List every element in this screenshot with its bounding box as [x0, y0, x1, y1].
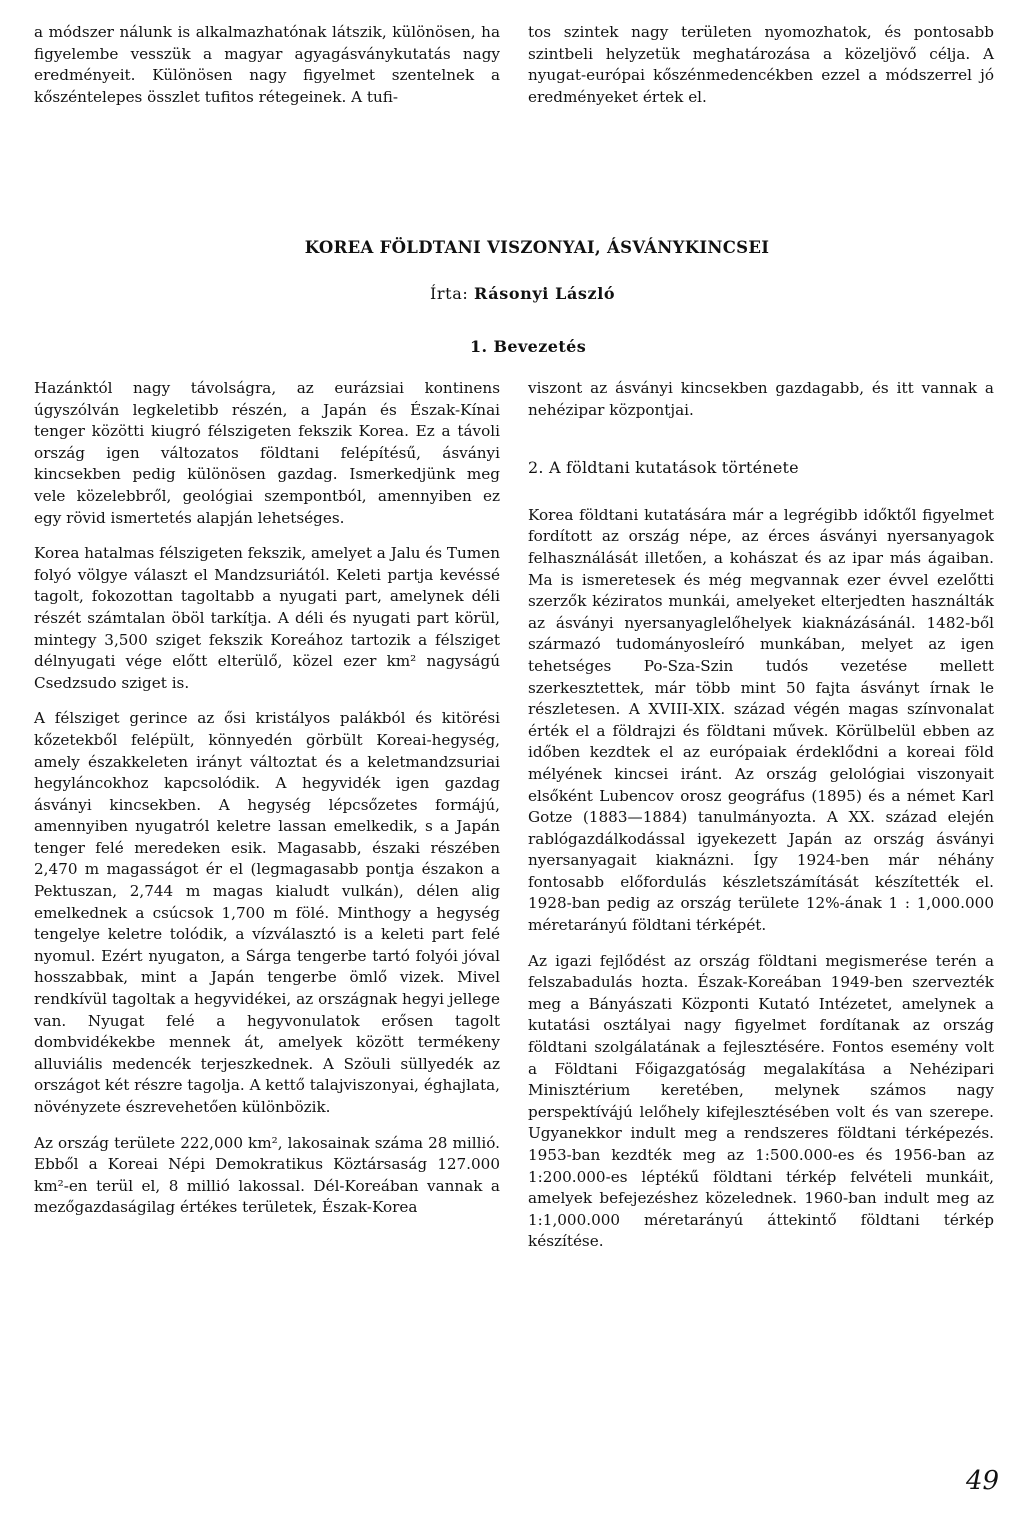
- left-column: [34, 378, 500, 1219]
- top-right-paragraph: tos szintek nagy területen nyomozhatok, és pontosabb szintbeli helyzetük meghatározása a közeljövő célja. A nyugat-európai kőszénmedencékben ezzel a módszerrel jó eredményeket értek el.: [528, 23, 994, 106]
- article-title: KOREA FÖLDTANI VISZONYAI, ÁSVÁNYKINCSEI: [304, 238, 770, 257]
- paragraph: viszont az ásványi kincsekben gazdagabb, és itt vannak a nehézipar központjai.: [528, 379, 994, 419]
- right-column: [528, 378, 994, 1253]
- byline: [430, 284, 615, 303]
- top-left-column: [34, 22, 500, 108]
- top-left-paragraph: a módszer nálunk is alkalmazhatónak látszik, különösen, ha figyelembe vesszük a magyar agyagásványkutatás nagy eredményeit. Különösen nagy figyelmet szentelnek a kőszéntelepes összlet tufitos rétegeinek. A tufi-: [34, 23, 500, 106]
- top-right-column: [528, 22, 994, 108]
- paragraph: Az igazi fejlődést az ország földtani megismerése terén a felszabadulás hozta. Észak-Koreában 1949-ben szervezték meg a Bányászati Központi Kutató Intézetet, amelynek a kutatási osztályai nagy figyelmet fordítanak az ország földtani szolgálatának a fejlesztésére. Fontos esemény volt a Földtani Főigazgatóság megalakítása a Nehézipari Minisztérium keretében, melynek számos nagy perspektívájú lelőhely kifejlesztésében volt és van szerepe. Ugyanekkor indult meg a rendszeres földtani térképezés. 1953-ban kezdték meg az 1:500.000-es és 1956-ban az 1:200.000-es léptékű földtani térkép felvételi munkáit, amelyek befejezéshez közelednek. 1960-ban indult meg az 1:1,000.000 méretarányú áttekintő földtani térkép készítése.: [528, 951, 994, 1251]
- paragraph: Korea hatalmas félszigeten fekszik, amelyet a Jalu és Tumen folyó völgye választ el Mandzsuriától. Keleti partja kevéssé tagolt, fokozottan tagoltabb a nyugati part, amelynek déli részét számtalan öböl tarkítja. A déli és nyugati part körül, mintegy 3,500 sziget fekszik Koreához tartozik a félsziget délnyugati vége előtt elterülő, közel ezer km² nagyságú Csedzsudo sziget is.: [34, 544, 500, 692]
- byline-prefix: Írta:: [430, 284, 469, 303]
- author-name: Rásonyi László: [474, 284, 616, 303]
- section-heading-history: 2. A földtani kutatások története: [528, 458, 799, 478]
- paragraph: Korea földtani kutatására már a legrégibb időktől figyelmet fordított az ország népe, az érces ásványi nyersanyagok felhasználását illetően, a kohászat és az ipar más ágaiban. Ma is ismeretesek és még megvannak ezer évvel ezelőtti szerzők kéziratos munkái, amelyeket elterjedten használták az ásványi nyersanyaglelőhelyek kiaknázásánál. 1482-ből származó tudományosleíró munkában, melyet az igen tehetséges Po-Sza-Szin tudós vezetése mellett szerkesztettek, már több mint 50 fajta ásványt írnak le részletesen. A XVIII-XIX. század végén magas színvonalat érték el a földrajzi és földtani művek. Körülbelül ebben az időben kezdtek el az európaiak érdeklődni a koreai föld mélyének kincsei iránt. Az ország gelológiai viszonyait elsőként Lubencov orosz geográfus (1895) és a német Karl Gotze (1883—1884) tanulmányozta. A XX. század elején rablógazdálkodással igyekezett Japán az ország ásványi nyersanyagait kiaknázni. Így 1924-ben már néhány fontosabb előfordulás készletszámítását készítették el. 1928-ban pedig az ország területe 12%-ának 1 : 1,000.000 méretarányú földtani térképét.: [528, 505, 994, 935]
- paragraph: Hazánktól nagy távolságra, az eurázsiai kontinens úgyszólván legkeletibb részén, a Japán és Észak-Kínai tenger közötti kiugró félszigeten fekszik Korea. Ez a távoli ország igen változatos földtani felépítésű, ásványi kincsekben pedig különösen gazdag. Ismerkedjünk meg vele közelebbről, geológiai szempontból, amennyiben ez egy rövid ismertetés alapján lehetséges.: [34, 379, 500, 527]
- paragraph: Az ország területe 222,000 km², lakosainak száma 28 millió. Ebből a Koreai Népi Demokratikus Köztársaság 127.000 km²-en terül el, 8 millió lakossal. Dél-Koreában vannak a mezőgazdaságilag értékes területek, Észak-Korea: [34, 1133, 500, 1217]
- page-number: 49: [966, 1466, 1000, 1496]
- paragraph: A félsziget gerince az ősi kristályos palákból és kitörési kőzetekből felépült, könnyedén görbült Koreai-hegység, amely északkeleten irányt változtat és a keletmandzsuriai hegyláncokhoz kapcsolódik. A hegyvidék igen gazdag ásványi kincsekben. A hegység lépcsőzetes formájú, amennyiben nyugatról keletre lassan emelkedik, s a Japán tenger felé meredeken esik. Magasabb, északi részében 2,470 m magasságot ér el (legmagasabb pontja északon a Pektuszan, 2,744 m magas kialudt vulkán), délen alig emelkednek a csúcsok 1,700 m fölé. Minthogy a hegység tengelye keletre tolódik, a vízválasztó is a keleti part felé nyomul. Ezért nyugaton, a Sárga tengerbe tartó folyói jóval hosszabbak, mint a Japán tengerbe ömlő vizek. Mivel rendkívül tagoltak a hegyvidékei, az országnak hegyi jellege van. Nyugat felé a hegyvonulatok erősen tagolt dombvidékekbe mennek át, amelyek között termékeny alluviális medencék terjeszkednek. A Szöuli süllyedék az országot két részre tagolja. A kettő talajviszonyai, éghajlata, növényzete észrevehetően különbözik.: [34, 709, 500, 1116]
- section-heading-introduction: 1. Bevezetés: [470, 337, 587, 356]
